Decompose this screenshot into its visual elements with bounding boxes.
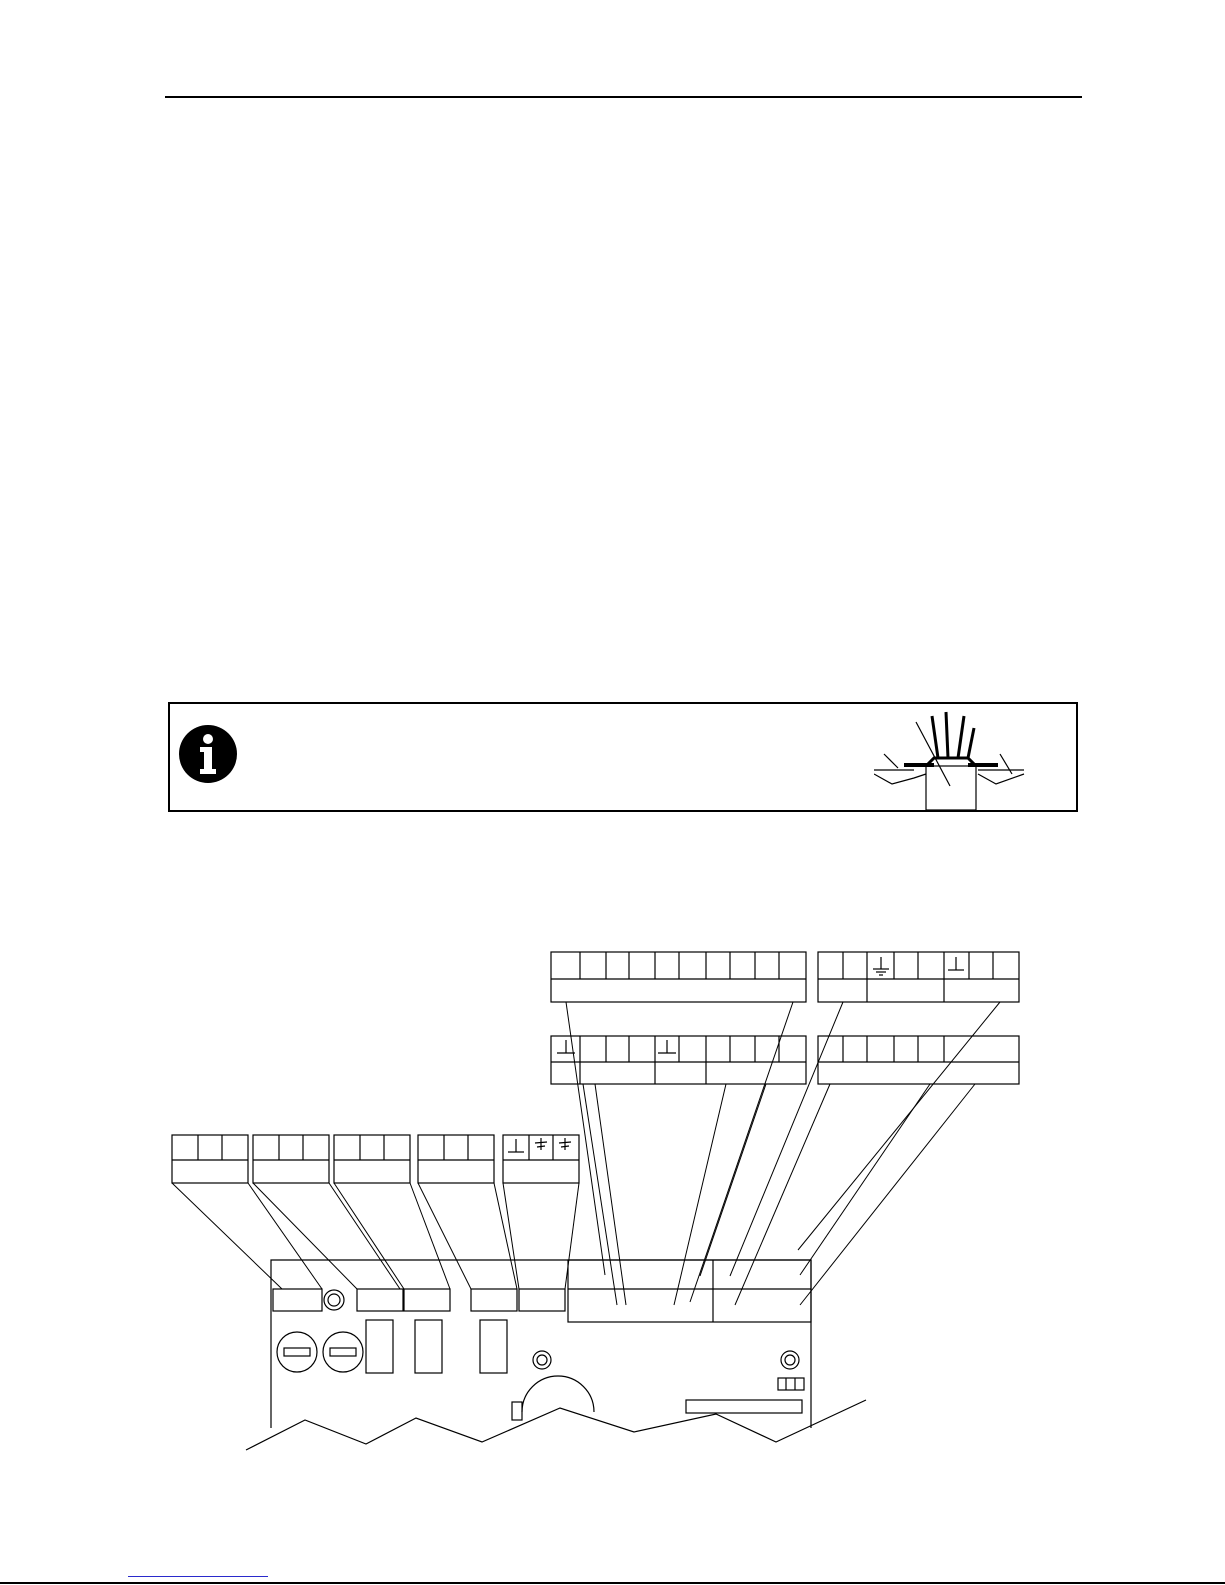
terminal-block-a xyxy=(551,952,806,1002)
terminal-block-i xyxy=(503,1135,579,1183)
footer-link-underline xyxy=(128,1576,268,1577)
terminal-block-f xyxy=(253,1135,329,1183)
terminal-block-b xyxy=(818,952,1019,1002)
info-icon xyxy=(179,725,237,783)
terminal-block-d xyxy=(818,1036,1019,1084)
control-board xyxy=(246,1260,866,1450)
terminal-block-h xyxy=(418,1135,494,1183)
terminal-block-g xyxy=(334,1135,410,1183)
info-note xyxy=(168,702,1078,812)
cable-gland-illustration xyxy=(874,708,1034,812)
terminal-diagram xyxy=(172,952,1019,1450)
terminal-block-e xyxy=(172,1135,248,1183)
